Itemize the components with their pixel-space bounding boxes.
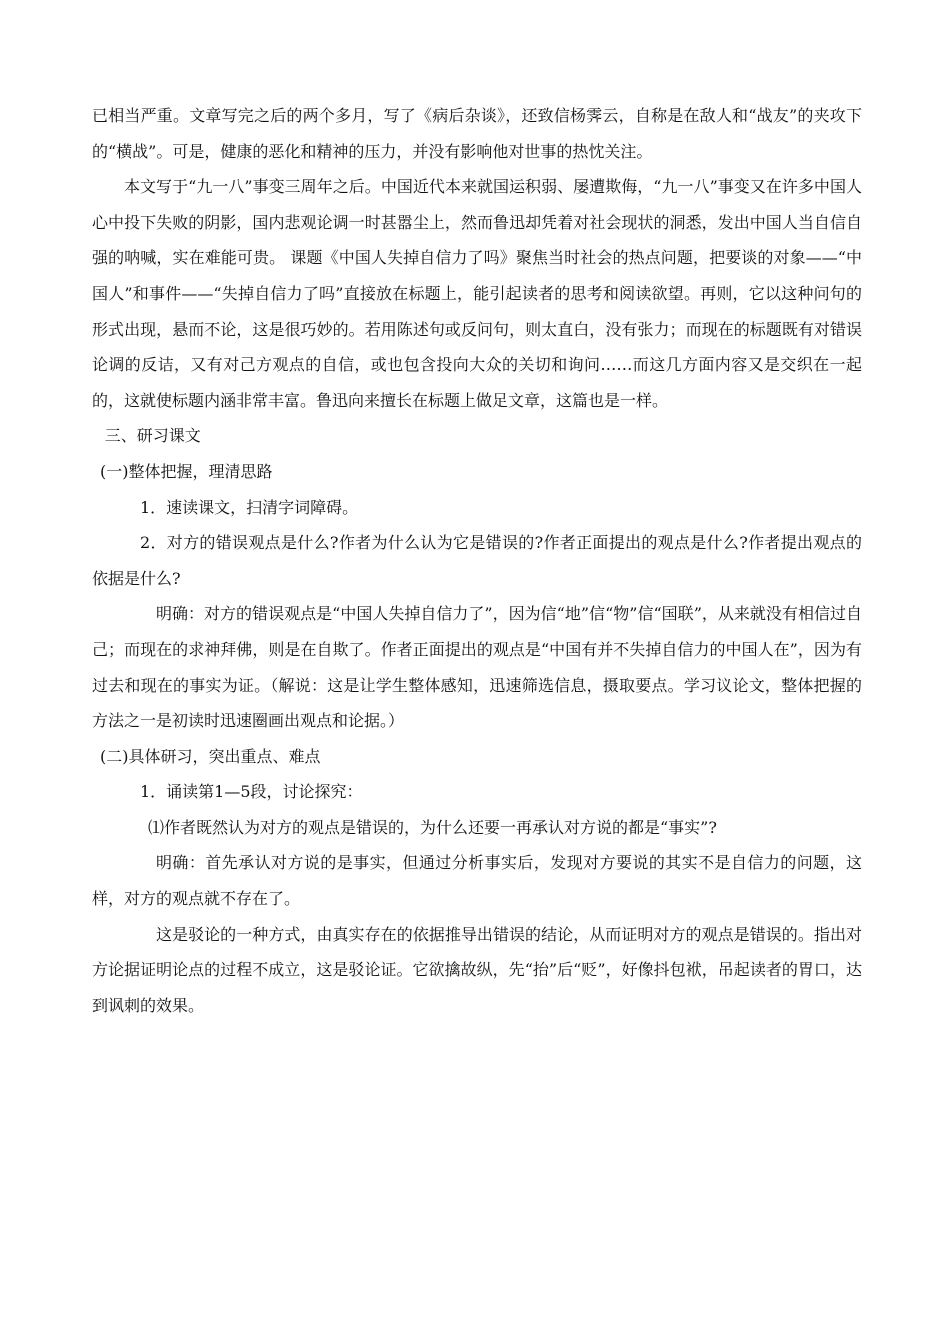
question-1: ⑴作者既然认为对方的观点是错误的，为什么还要一再承认对方说的都是“事实”? bbox=[148, 817, 717, 837]
paragraph-continuation: 已相当严重。文章写完之后的两个多月，写了《病后杂谈》，还致信杨霁云，自称是在敌人和“战友”的夹攻下的“横战”。可是，健康的恶化和精神的压力，并没有影响他对世事的热忱关注。 bbox=[92, 106, 862, 161]
section-heading: 三、研习课文 bbox=[104, 426, 201, 446]
subsection-heading-overall: (一)整体把握，理清思路 bbox=[100, 461, 273, 481]
list-item-2: 2．对方的错误观点是什么?作者为什么认为它是错误的?作者正面提出的观点是什么?作者提出观点的依据是什么? bbox=[92, 533, 862, 588]
answer-paragraph-1: 明确：对方的错误观点是“中国人失掉自信力了”，因为信“地”信“物”信“国联”，从来就没有相信过自己；而现在的求神拜佛，则是在自欺了。作者正面提出的观点是“中国有并不失掉自信力的中国人在”，因为有过去和现在的事实为证。（解说：这是让学生整体感知，迅速筛选信息，摄取要点。学习议论文，整体把握的方法之一是初读时迅速圈画出观点和论据。） bbox=[92, 604, 862, 731]
subsection-heading-detail: (二)具体研习，突出重点、难点 bbox=[100, 746, 321, 766]
answer-paragraph-2: 明确：首先承认对方说的是事实，但通过分析事实后，发现对方要说的其实不是自信力的问题，这样，对方的观点就不存在了。 bbox=[92, 853, 862, 909]
document-body bbox=[92, 98, 862, 1023]
list-item-1: 1．速读课文，扫清字词障碍。 bbox=[140, 497, 359, 517]
paragraph-background: 本文写于“九一八”事变三周年之后。中国近代本来就国运积弱、屡遭欺侮，“九一八”事变又在许多中国人心中投下失败的阴影，国内悲观论调一时甚嚣尘上，然而鲁迅却凭着对社会现状的洞悉，发出中国人当自信自强的呐喊，实在难能可贵。 课题《中国人失掉自信力了吗》聚焦当时社会的热点问题，把要谈的对象——“中国人”和事件——“失掉自信力了吗”直接放在标题上，能引起读者的思考和阅读欲望。再则，它以这种问句的形式出现，悬而不论，这是很巧妙的。若用陈述句或反问句，则太直白，没有张力；而现在的标题既有对错误论调的反诘，又有对己方观点的自信，或也包含投向大众的关切和询问……而这几方面内容又是交织在一起的，这就使标题内涵非常丰富。鲁迅向来擅长在标题上做足文章，这篇也是一样。 bbox=[92, 177, 862, 410]
explanation-paragraph: 这是驳论的一种方式，由真实存在的依据推导出错误的结论，从而证明对方的观点是错误的。指出对方论据证明论点的过程不成立，这是驳论证。它欲擒故纵，先“抬”后“贬”，好像抖包袱，吊起读者的胃口，达到讽刺的效果。 bbox=[92, 924, 862, 1015]
list-item-3: 1．诵读第1—5段，讨论探究： bbox=[140, 782, 363, 802]
